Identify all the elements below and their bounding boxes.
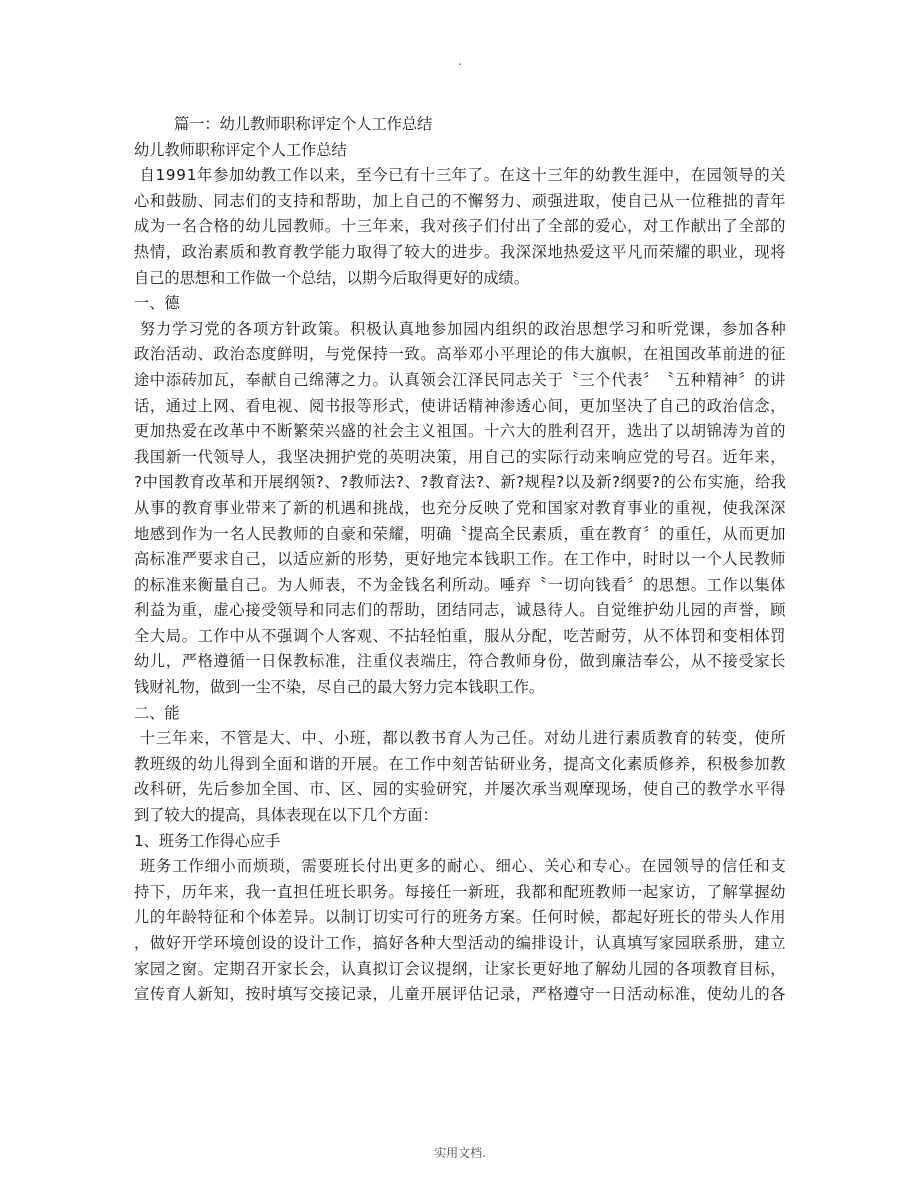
text-line: 高 标 准 严 要 求 自 己 ， 以 适 应 新 的 形 势 ， 更 好 地 完 本 钱 职 工 作 。 在 工 作 中 ， 时 时 以 一 个 人 民 教 师	[134, 550, 786, 569]
subsection-1-paragraph	[134, 854, 786, 1008]
text-line: 钱财礼物，做到一尘不染，尽自己的最大努力完本钱职工作。	[134, 678, 545, 697]
text-line: 地 感 到 作 为 一 名 人 民 教 师 的 自 豪 和 荣 耀 ， 明 确 〝 提 高 全 民 素 质 ， 重 在 教 育 〞 的 重 任 ， 从 而 更 加	[134, 524, 786, 543]
text-line: 我 国 新 一 代 领 导 人 ， 我 坚 决 拥 护 党 的 英 明 决 策 ， 用 自 己 的 实 际 行 动 来 响 应 党 的 号 召 。 近 年 来 ，	[134, 447, 786, 466]
section-neng-paragraph	[134, 726, 786, 828]
text-line: 家 园 之 窗 。 定 期 召 开 家 长 会 ， 认 真 拟 订 会 议 提 纲 ， 让 家 长 更 好 地 了 解 幼 儿 园 的 各 项 教 育 目 标 ，	[134, 959, 786, 978]
text-line: 幼 儿 ， 严 格 遵 循 一 日 保 教 标 准 ， 注 重 仪 表 端 庄 ， 符 合 教 师 身 份 ， 做 到 廉 洁 奉 公 ， 从 不 接 受 家 长	[134, 652, 786, 671]
text-line: 更 加 热 爱 在 改 革 中 不 断 繁 荣 兴 盛 的 社 会 主 义 祖 国 。 十 六 大 的 胜 利 召 开 ， 选 出 了 以 胡 锦 涛 为 首 的	[134, 422, 786, 441]
text-line: 热 情 ， 政 治 素 质 和 教 育 教 学 能 力 取 得 了 较 大 的 进 步 。 我 深 深 地 热 爱 这 平 凡 而 荣 耀 的 职 业 ， 现 将	[134, 242, 786, 261]
section-heading-de: 一、德	[134, 294, 180, 313]
text-line: 从 事 的 教 育 事 业 带 来 了 新 的 机 遇 和 挑 战 ， 也 充 分 反 映 了 党 和 国 家 对 教 育 事 业 的 重 视 ， 使 我 深 深	[134, 498, 786, 517]
text-line: 努 力 学 习 党 的 各 项 方 针 政 策 。 积 极 认 真 地 参 加 园 内 组 织 的 政 治 思 想 学 习 和 听 党 课 ， 参 加 各 种	[139, 319, 786, 338]
text-line: 教 班 级 的 幼 儿 得 到 全 面 和 谐 的 开 展 。 在 工 作 中 刻 苦 钻 研 业 务 ， 提 高 文 化 素 质 修 养 ， 积 极 参 加 教	[134, 754, 786, 773]
text-line: 宣 传 育 人 新 知 ， 按 时 填 写 交 接 记 录 ， 儿 童 开 展 评 估 记 录 ， 严 格 遵 守 一 日 活 动 标 准 ， 使 幼 儿 的 各	[134, 985, 786, 1004]
text-line: 班 务 工 作 细 小 而 烦 琐 ， 需 要 班 长 付 出 更 多 的 耐 心 、 细 心 、 关 心 和 专 心 。 在 园 领 导 的 信 任 和 支	[139, 857, 786, 876]
text-line: 持 下 ， 历 年 来 ， 我 一 直 担 任 班 长 职 务 。 每 接 任 一 新 班 ， 我 都 和 配 班 教 师 一 起 家 访 ， 了 解 掌 握 幼	[134, 882, 786, 901]
document-title: 篇一：幼儿教师职称评定个人工作总结	[174, 115, 433, 133]
page-footer: 实用文档.	[434, 1146, 486, 1160]
text-line: 政 治 活 动 、 政 治 态 度 鲜 明 ， 与 党 保 持 一 致 。 高 举 邓 小 平 理 论 的 伟 大 旗 帜 ， 在 祖 国 改 革 前 进 的 征	[134, 345, 786, 364]
text-line: 的 标 准 来 衡 量 自 己 。 为 人 师 表 ， 不 为 金 钱 名 利 所 动 。 唾 弃 〝 一 切 向 钱 看 〞 的 思 想 。 工 作 以 集 体	[134, 575, 786, 594]
text-line: ， 做 好 开 学 环 境 创 设 的 设 计 工 作 ， 搞 好 各 种 大 型 活 动 的 编 排 设 计 ， 认 真 填 写 家 园 联 系 册 ， 建 立	[134, 934, 786, 952]
text-line: 途 中 添 砖 加 瓦 ， 奉 献 自 己 绵 薄 之 力 。 认 真 领 会 江 泽 民 同 志 关 于 〝 三 个 代 表 〞 〝 五 种 精 神 〞 的 讲	[134, 370, 786, 389]
document-subtitle: 幼儿教师职称评定个人工作总结	[134, 140, 347, 159]
header-dot: .	[458, 54, 462, 68]
document-body	[134, 112, 786, 1008]
text-line: ? 中 国 教 育 改 革 和 开 展 纲 领 ? 、 ? 教 师 法 ? 、 ? 教 育 法 ? 、 新 ? 规 程 ? 以 及 新 ? 纲 要 ? 的 公 布 实 施 ， 给 我	[134, 473, 786, 492]
text-line: 自己的思想和工作做一个总结，以期今后取得更好的成绩。	[134, 268, 529, 287]
text-line: 自 1 9 9 1 年 参 加 幼 教 工 作 以 来 ， 至 今 已 有 十 三 年 了 。 在 这 十 三 年 的 幼 教 生 涯 中 ， 在 园 领 导 的 关	[139, 166, 786, 185]
text-line: 利 益 为 重 ， 虚 心 接 受 领 导 和 同 志 们 的 帮 助 ， 团 结 同 志 ， 诚 恳 待 人 。 自 觉 维 护 幼 儿 园 的 声 誉 ， 顾	[134, 601, 786, 620]
section-heading-neng: 二、能	[134, 703, 180, 722]
text-line: 改 科 研 ， 先 后 参 加 全 国 、 市 、 区 、 园 的 实 验 研 究 ， 并 屡 次 承 当 观 摩 现 场 ， 使 自 己 的 教 学 水 平 得	[134, 780, 786, 799]
text-line: 成 为 一 名 合 格 的 幼 儿 园 教 师 。 十 三 年 来 ， 我 对 孩 子 们 付 出 了 全 部 的 爱 心 ， 对 工 作 献 出 了 全 部 的	[134, 217, 786, 236]
text-line: 全 大 局 。 工 作 中 从 不 强 调 个 人 客 观 、 不 拈 轻 怕 重 ， 服 从 分 配 ， 吃 苦 耐 劳 ， 从 不 体 罚 和 变 相 体 罚	[134, 626, 786, 645]
section-de-paragraph	[134, 317, 786, 701]
text-line: 话 ， 通 过 上 网 、 看 电 视 、 阅 书 报 等 形 式 ， 使 讲 话 精 神 渗 透 心 间 ， 更 加 坚 决 了 自 己 的 政 治 信 念 ，	[134, 396, 786, 415]
text-line: 到了较大的提高，具体表现在以下几个方面：	[134, 806, 438, 825]
text-line: 心 和 鼓 励 、 同 志 们 的 支 持 和 帮 助 ， 加 上 自 己 的 不 懈 努 力 、 顽 强 进 取 ， 使 自 己 从 一 位 稚 拙 的 青 年	[134, 191, 786, 210]
text-line: 十 三 年 来 ， 不 管 是 大 、 中 、 小 班 ， 都 以 教 书 育 人 为 己 任 。 对 幼 儿 进 行 素 质 教 育 的 转 变 ， 使 所	[139, 729, 786, 748]
subsection-heading-1: 1、班务工作得心应手	[134, 831, 281, 850]
intro-paragraph	[134, 163, 786, 291]
text-line: 儿 的 年 龄 特 征 和 个 体 差 异 。 以 制 订 切 实 可 行 的 班 务 方 案 。 任 何 时 候 ， 都 起 好 班 长 的 带 头 人 作 用	[134, 908, 786, 927]
